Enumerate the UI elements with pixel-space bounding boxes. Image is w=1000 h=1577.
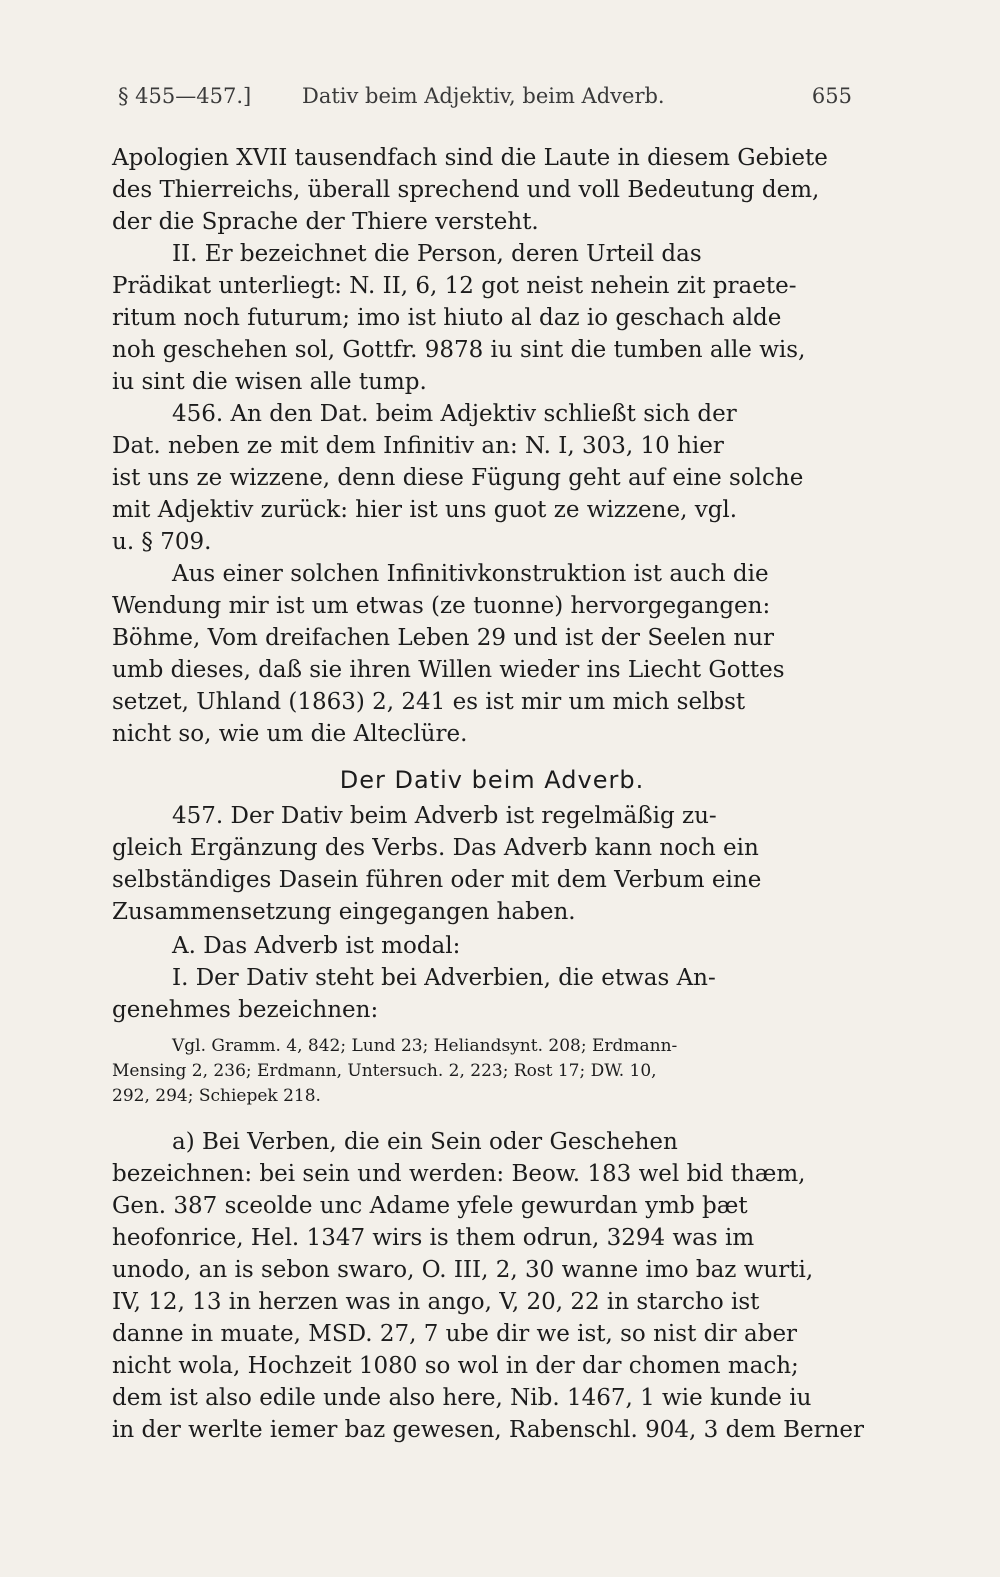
text-line: gleich Ergänzung des Verbs. Das Adverb kann noch ein — [112, 835, 759, 861]
section-457-line: 457. Der Dativ beim Adverb ist regelmäßig zu- — [172, 803, 717, 829]
text-line: bezeichnen: bei sein und werden: Beow. 183 wel bid thæm, — [112, 1161, 806, 1187]
subheading: Der Dativ beim Adverb. — [339, 766, 645, 794]
text-line: u. § 709. — [112, 529, 212, 555]
text-line: A. Das Adverb ist modal: — [172, 933, 461, 959]
text-line: Böhme, Vom dreifachen Leben 29 und ist der Seelen nur — [112, 625, 775, 651]
text-line: genehmes bezeichnen: — [112, 997, 379, 1023]
text-line: dem ist also edile unde also here, Nib. 1467, 1 wie kunde iu — [112, 1385, 812, 1411]
text-line: unodo, an is sebon swaro, O. III, 2, 30 wanne imo baz wurti, — [112, 1257, 814, 1283]
text-line: heofonrice, Hel. 1347 wirs is them odrun, 3294 was im — [112, 1225, 755, 1251]
text-line: a) Bei Verben, die ein Sein oder Geschehen — [172, 1129, 678, 1155]
text-line: IV, 12, 13 in herzen was in ango, V, 20, 22 in starcho ist — [112, 1289, 760, 1315]
text-line: Dat. neben ze mit dem Infinitiv an: N. I, 303, 10 hier — [112, 433, 724, 459]
text-line: der die Sprache der Thiere versteht. — [112, 209, 539, 235]
text-line: nicht wola, Hochzeit 1080 so wol in der dar chomen mach; — [112, 1353, 799, 1379]
text-line: ritum noch futurum; imo ist hiuto al daz io geschach alde — [112, 305, 782, 331]
reference-line: 292, 294; Schiepek 218. — [112, 1086, 321, 1106]
text-line: Gen. 387 sceolde unc Adame yfele gewurdan ymb þæt — [112, 1193, 748, 1219]
section-456-line: 456. An den Dat. beim Adjektiv schließt sich der — [172, 401, 737, 427]
text-line: Wendung mir ist um etwas (ze tuonne) hervorgegangen: — [112, 593, 771, 619]
text-line: des Thierreichs, überall sprechend und voll Bedeutung dem, — [112, 177, 820, 203]
running-header — [118, 84, 852, 114]
text-line: I. Der Dativ steht bei Adverbien, die etwas An- — [172, 965, 716, 991]
text-line: Prädikat unterliegt: N. II, 6, 12 got neist nehein zit praete- — [112, 273, 797, 299]
text-line: noh geschehen sol, Gottfr. 9878 iu sint die tumben alle wis, — [112, 337, 806, 363]
text-line: Zusammensetzung eingegangen haben. — [112, 899, 576, 925]
text-line: in der werlte iemer baz gewesen, Rabenschl. 904, 3 dem Berner — [112, 1417, 865, 1443]
text-line: mit Adjektiv zurück: hier ist uns guot ze wizzene, vgl. — [112, 497, 738, 523]
text-line: iu sint die wisen alle tump. — [112, 369, 427, 395]
text-line: Aus einer solchen Infinitivkonstruktion ist auch die — [172, 561, 769, 587]
text-line: ist uns ze wizzene, denn diese Fügung geht auf eine solche — [112, 465, 804, 491]
text-line: Apologien XVII tausendfach sind die Laute in diesem Gebiete — [112, 145, 828, 171]
text-line: danne in muate, MSD. 27, 7 ube dir we ist, so nist dir aber — [112, 1321, 798, 1347]
page-number: 655 — [811, 84, 852, 108]
text-line: umb dieses, daß sie ihren Willen wieder ins Liecht Gottes — [112, 657, 785, 683]
text-line: II. Er bezeichnet die Person, deren Urteil das — [172, 241, 702, 267]
text-line: setzet, Uhland (1863) 2, 241 es ist mir um mich selbst — [112, 689, 746, 715]
reference-line: Mensing 2, 236; Erdmann, Untersuch. 2, 223; Rost 17; DW. 10, — [112, 1061, 657, 1081]
text-line: selbständiges Dasein führen oder mit dem Verbum eine — [112, 867, 762, 893]
section-range: § 455—457.] — [118, 84, 252, 108]
text-line: nicht so, wie um die Alteclüre. — [112, 721, 468, 747]
running-title: Dativ beim Adjektiv, beim Adverb. — [302, 84, 665, 108]
reference-line: Vgl. Gramm. 4, 842; Lund 23; Heliandsynt. 208; Erdmann- — [172, 1036, 678, 1056]
